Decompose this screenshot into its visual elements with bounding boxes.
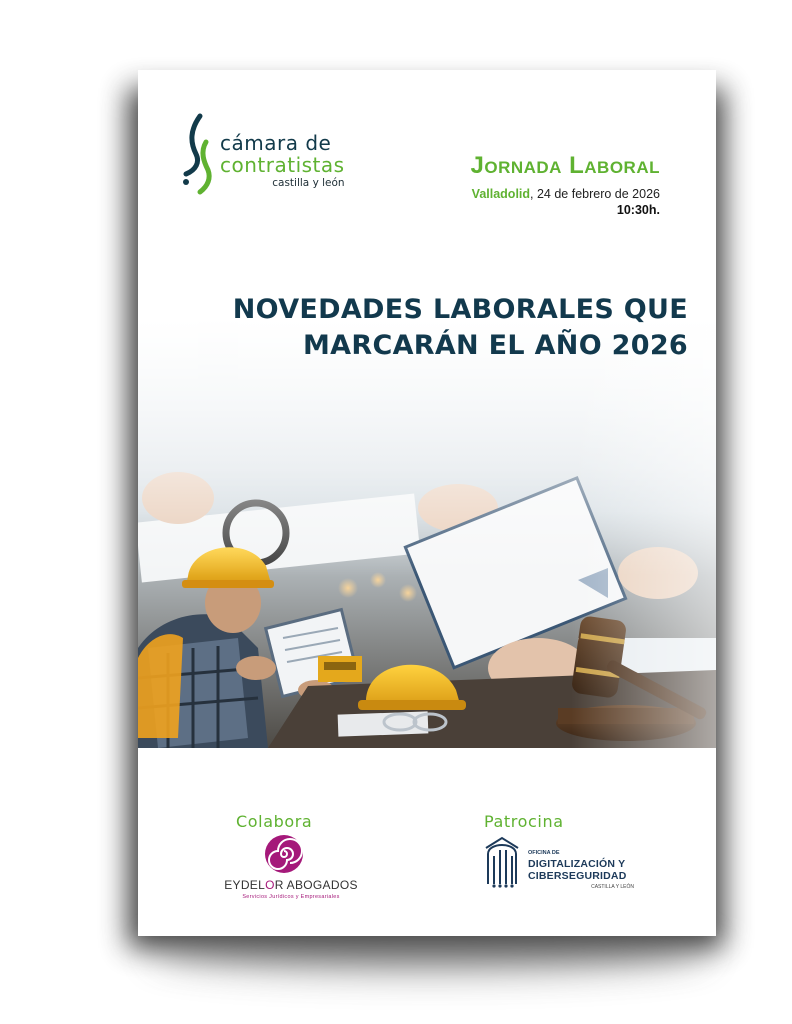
- oficina-region: CASTILLA Y LEÓN: [591, 884, 634, 890]
- event-poster: [138, 70, 716, 936]
- colabora-label: Colabora: [236, 812, 313, 831]
- logo-line-contratistas: contratistas: [220, 153, 345, 177]
- oficina-small-label: OFICINA DE: [528, 850, 560, 856]
- camara-contratistas-logo: [178, 112, 348, 196]
- event-date-text: , 24 de febrero de 2026: [530, 187, 660, 201]
- logo-line-camara: cámara de: [220, 131, 332, 155]
- oficina-line-1: DIGITALIZACIÓN Y: [528, 858, 626, 870]
- event-time: 10:30h.: [616, 203, 660, 217]
- headline-line-1: NOVEDADES LABORALES QUE: [232, 294, 688, 325]
- eydelor-name: [216, 878, 366, 892]
- eydelor-subtitle: Servicios Jurídicos y Empresariales: [242, 894, 340, 900]
- event-city: Valladolid: [471, 187, 531, 201]
- headline: [138, 292, 688, 364]
- oficina-building-icon: [482, 834, 522, 890]
- eydelor-logo: [216, 834, 366, 902]
- poster-floor-shadow: [150, 930, 710, 970]
- eydelor-name-part2: R ABOGADOS: [274, 878, 358, 892]
- logo-line-region: castilla y león: [272, 177, 345, 189]
- eydelor-name-accent: O: [265, 878, 275, 892]
- eydelor-name-part1: EYDEL: [224, 878, 266, 892]
- oficina-line-2: CIBERSEGURIDAD: [528, 870, 627, 882]
- event-title: Jornada Laboral: [470, 152, 660, 179]
- hero-photo: [138, 318, 716, 748]
- event-date: [471, 187, 661, 201]
- event-info: [471, 152, 661, 217]
- camara-logo-mark-icon: [178, 112, 214, 196]
- headline-line-2: MARCARÁN EL AÑO 2026: [303, 330, 688, 361]
- oficina-digitalizacion-logo: [482, 834, 652, 894]
- eydelor-spiral-icon: [264, 834, 304, 874]
- camara-logo-text: [220, 132, 345, 189]
- patrocina-label: Patrocina: [484, 812, 564, 831]
